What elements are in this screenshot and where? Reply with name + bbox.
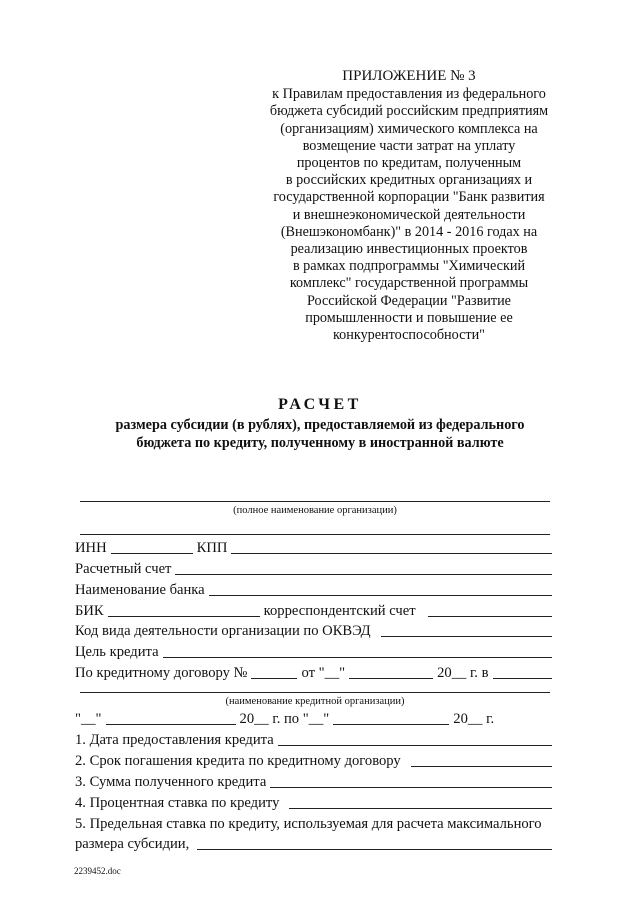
period-end-field[interactable] (333, 724, 449, 725)
period-start-field[interactable] (106, 724, 236, 725)
bank-label: Наименование банка (75, 582, 205, 598)
inn-field[interactable] (111, 553, 193, 554)
org-name-line[interactable] (80, 501, 550, 502)
appendix-line: промышленности и повышение ее (305, 309, 513, 326)
corr-account-field[interactable] (428, 616, 552, 617)
item-2-row (75, 750, 552, 770)
calculation-subtitle-line: размера субсидии (в рублях), предоставляемой из федерального (115, 417, 525, 433)
period-end-year-label: 20__ г. (453, 711, 495, 727)
item-2-label: 2. Срок погашения кредита по кредитному договору (75, 753, 401, 769)
item-5-field[interactable] (197, 849, 552, 850)
account-row (75, 558, 552, 578)
contract-label: По кредитному договору № (75, 665, 248, 681)
okved-field[interactable] (381, 636, 552, 637)
appendix-title: ПРИЛОЖЕНИЕ № 3 (342, 68, 476, 84)
purpose-row (75, 641, 552, 661)
item-4-row (75, 792, 552, 812)
appendix-block (248, 68, 570, 344)
item-5-label: 5. Предельная ставка по кредиту, используемая для расчета максимального (75, 816, 542, 832)
appendix-line: реализацию инвестиционных проектов (290, 241, 528, 258)
inn-kpp-row (75, 537, 552, 557)
contract-month-field[interactable] (349, 678, 433, 679)
account-field[interactable] (175, 574, 552, 575)
period-year-label: 20__ г. по "__" (239, 711, 330, 727)
appendix-line: к Правилам предоставления из федерального (272, 86, 546, 103)
bank-row (75, 579, 552, 599)
document-id: 2239452.doc (74, 866, 121, 876)
kpp-label: КПП (196, 540, 228, 556)
item-5-row (75, 813, 560, 833)
appendix-line: Российской Федерации "Развитие (307, 292, 511, 309)
okved-label: Код вида деятельности организации по ОКВЭД (75, 623, 371, 639)
appendix-line: возмещение части затрат на уплату (302, 137, 516, 154)
appendix-line: бюджета субсидий российским предприятиям (269, 103, 549, 120)
period-open-label: "__" (75, 711, 102, 727)
item-3-field[interactable] (270, 787, 552, 788)
bik-label: БИК (75, 603, 104, 619)
item-5-continuation-row (75, 833, 552, 853)
okved-row (75, 620, 552, 640)
appendix-line: в рамках подпрограммы "Химический (292, 258, 526, 275)
bik-row (75, 600, 552, 620)
item-3-label: 3. Сумма полученного кредита (75, 774, 267, 790)
item-5-label-2: размера субсидии, (75, 836, 190, 852)
org-name-caption: (полное наименование организации) (233, 505, 397, 516)
item-1-label: 1. Дата предоставления кредита (75, 732, 274, 748)
contract-number-field[interactable] (251, 678, 297, 679)
appendix-line: (организациям) химического комплекса на (280, 120, 538, 137)
item-1-row (75, 729, 552, 749)
appendix-line: в российских кредитных организациях и (285, 172, 533, 189)
org-name-line-2[interactable] (80, 534, 550, 535)
bik-field[interactable] (108, 616, 260, 617)
bank-field[interactable] (209, 595, 552, 596)
calculation-heading (40, 396, 600, 452)
corr-account-label: корреспондентский счет (263, 603, 416, 619)
contract-year-label: 20__ г. в (437, 665, 489, 681)
item-3-row (75, 771, 552, 791)
period-row (75, 708, 552, 728)
item-1-field[interactable] (278, 745, 552, 746)
appendix-line: конкурентоспособности" (333, 327, 485, 344)
item-4-label: 4. Процентная ставка по кредиту (75, 795, 280, 811)
inn-label: ИНН (75, 540, 107, 556)
appendix-line: комплекс" государственной программы (289, 275, 529, 292)
item-4-field[interactable] (289, 808, 552, 809)
purpose-field[interactable] (163, 657, 552, 658)
appendix-line: государственной корпорации "Банк развития (273, 189, 545, 206)
appendix-line: процентов по кредитам, полученным (296, 155, 522, 172)
calculation-title: РАСЧЕТ (278, 396, 362, 413)
credit-org-line[interactable] (80, 692, 550, 693)
contract-bank-field[interactable] (493, 678, 553, 679)
credit-org-caption: (наименование кредитной организации) (225, 696, 405, 707)
contract-row (75, 662, 552, 682)
purpose-label: Цель кредита (75, 644, 159, 660)
appendix-line: и внешнеэкономической деятельности (292, 206, 526, 223)
kpp-field[interactable] (231, 553, 552, 554)
account-label: Расчетный счет (75, 561, 172, 577)
calculation-subtitle-line: бюджета по кредиту, полученному в иностранной валюте (136, 435, 504, 451)
contract-date-label: от "__" (301, 665, 346, 681)
appendix-line: (Внешэкономбанк)" в 2014 - 2016 годах на (280, 223, 538, 240)
item-2-field[interactable] (411, 766, 552, 767)
